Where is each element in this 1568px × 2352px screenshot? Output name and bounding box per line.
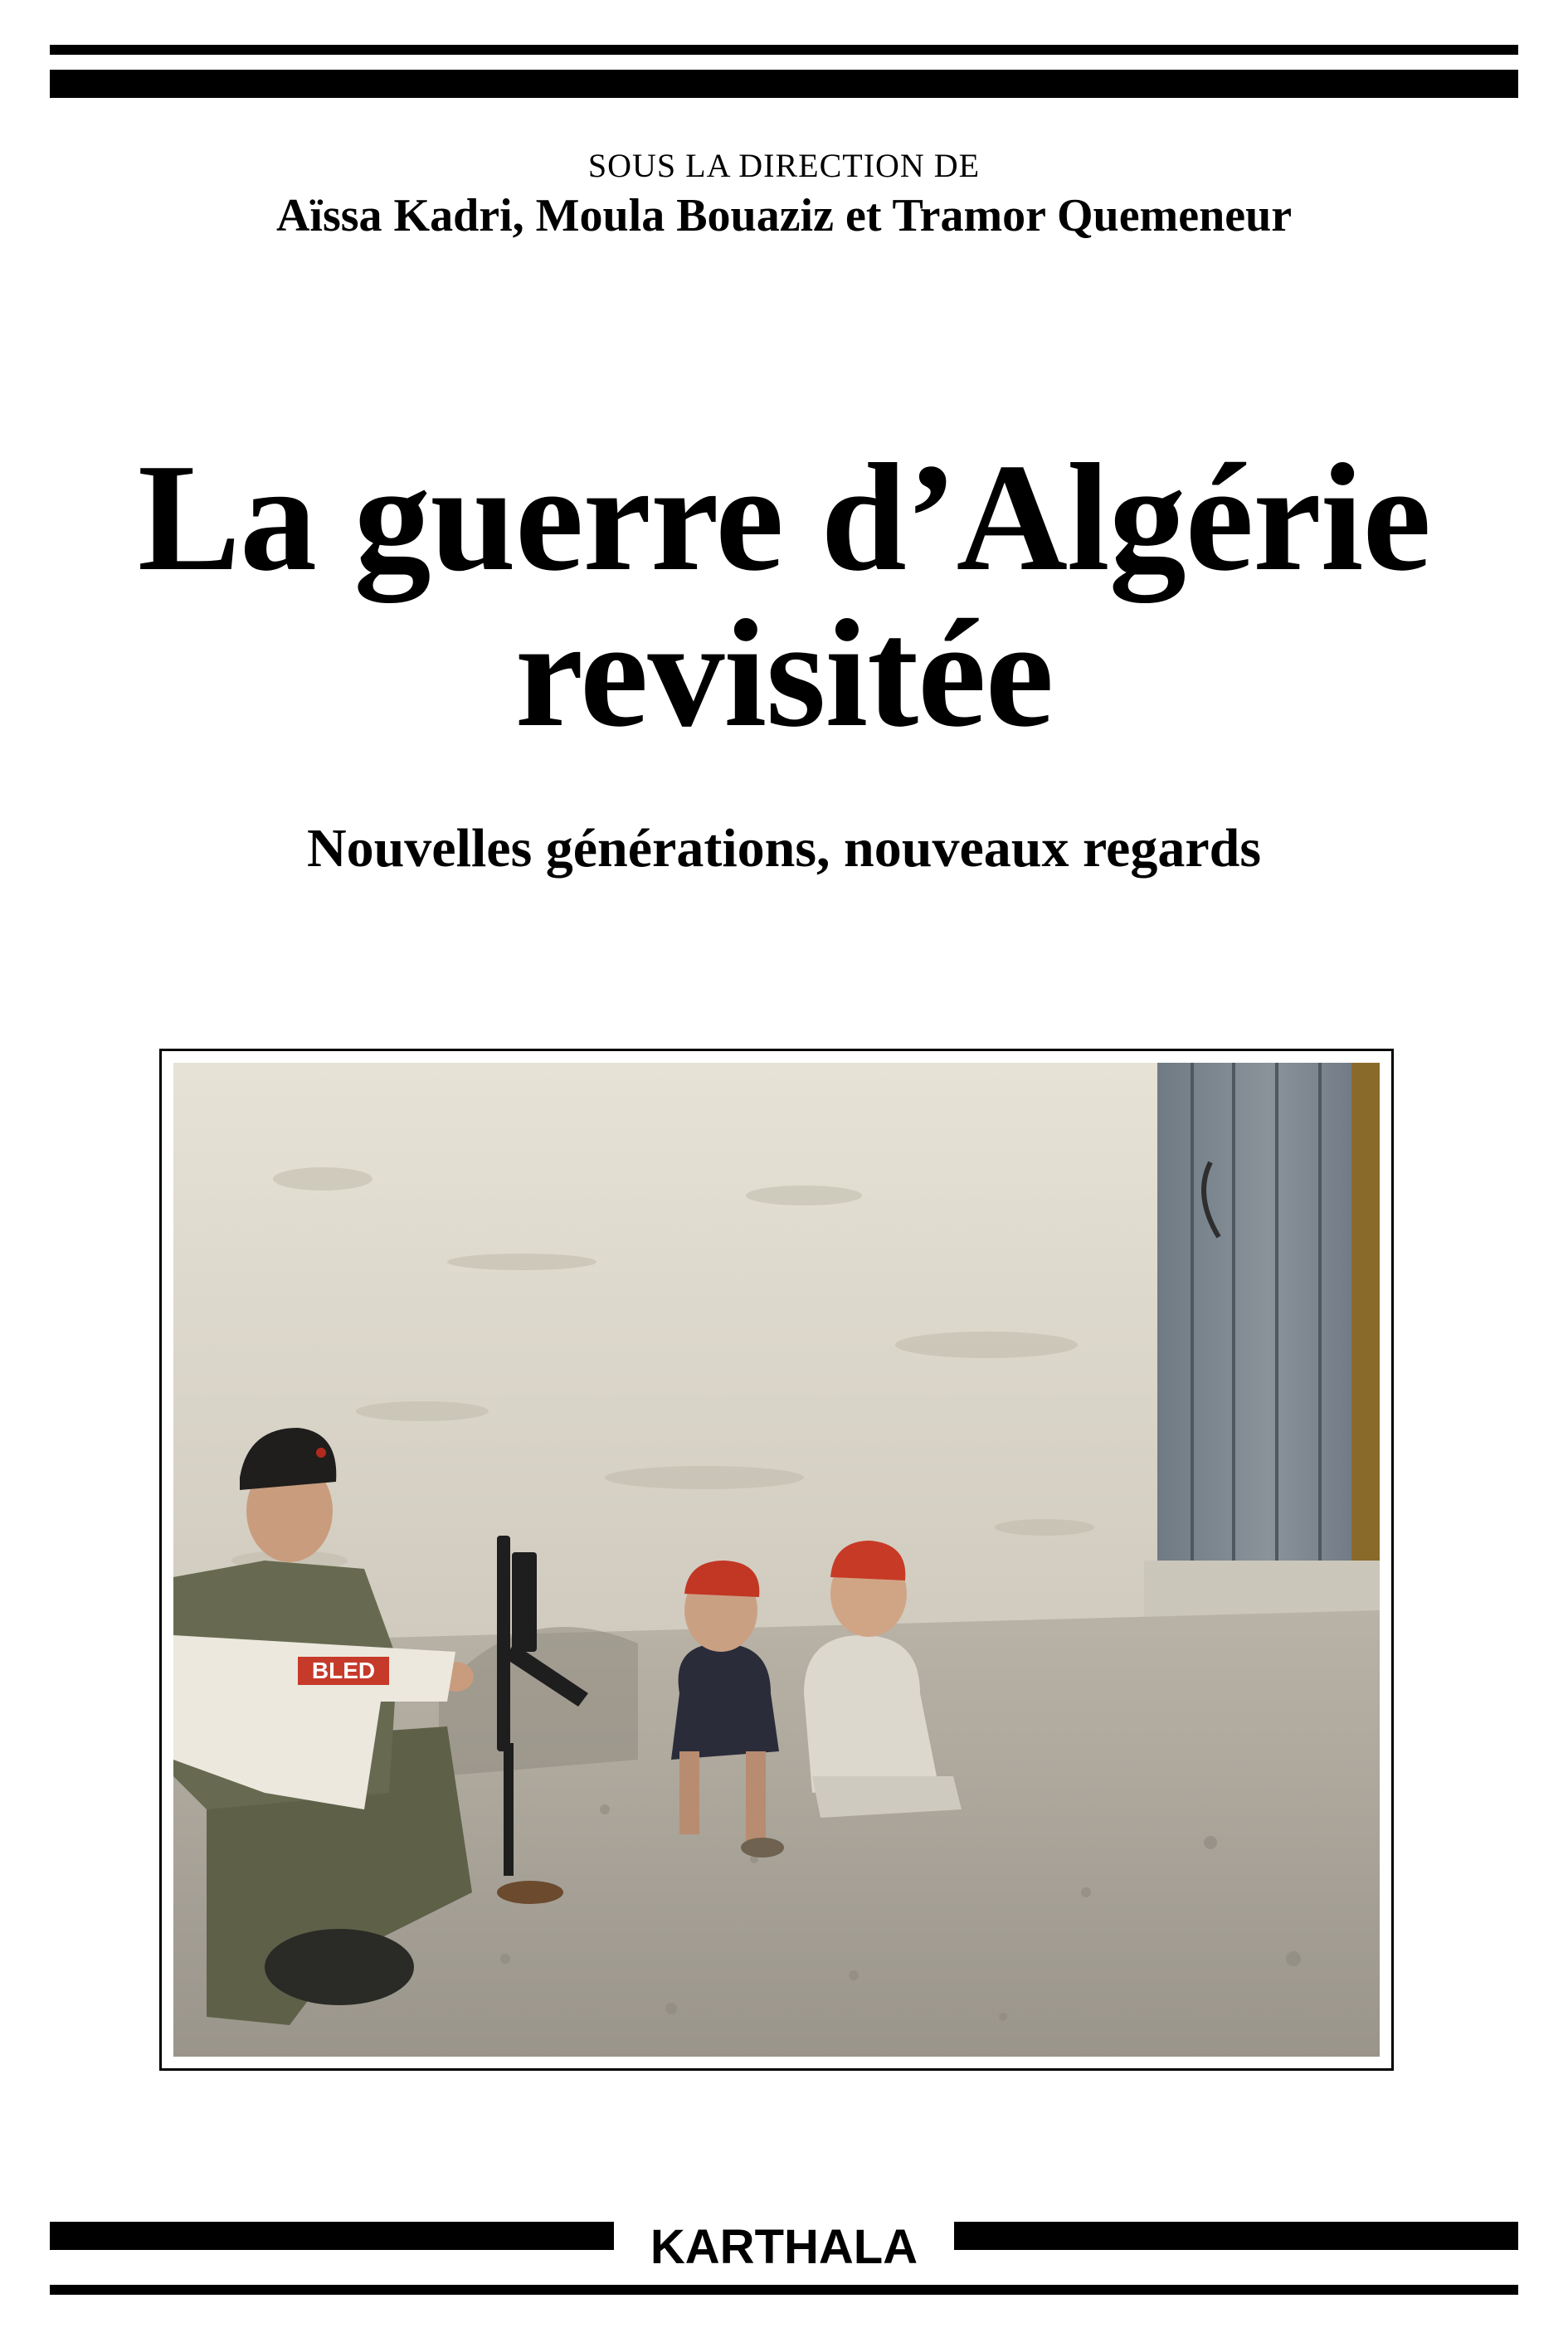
top-rule-thin — [50, 45, 1518, 55]
title-line-2: revisitée — [514, 588, 1054, 759]
editor-line: SOUS LA DIRECTION DE — [587, 147, 981, 184]
photo-illustration — [173, 1063, 1380, 2057]
cover-photo — [173, 1063, 1380, 2057]
subtitle: Nouvelles générations, nouveaux regards — [306, 818, 1262, 879]
bottom-rule-thick-right — [954, 2222, 1518, 2250]
publisher-name: KARTHALA — [614, 2223, 954, 2272]
title-line-1: La guerre d’Algérie — [137, 432, 1431, 603]
top-rule-thick — [50, 70, 1518, 98]
bottom-rule-thick-left — [50, 2222, 614, 2250]
bottom-rule-thin — [50, 2285, 1518, 2295]
cover-photo-frame — [159, 1049, 1394, 2071]
authors: Aïssa Kadri, Moula Bouaziz et Tramor Quemeneur — [275, 190, 1293, 241]
newspaper-masthead: BLED — [311, 1658, 376, 1683]
book-title — [0, 432, 1568, 759]
